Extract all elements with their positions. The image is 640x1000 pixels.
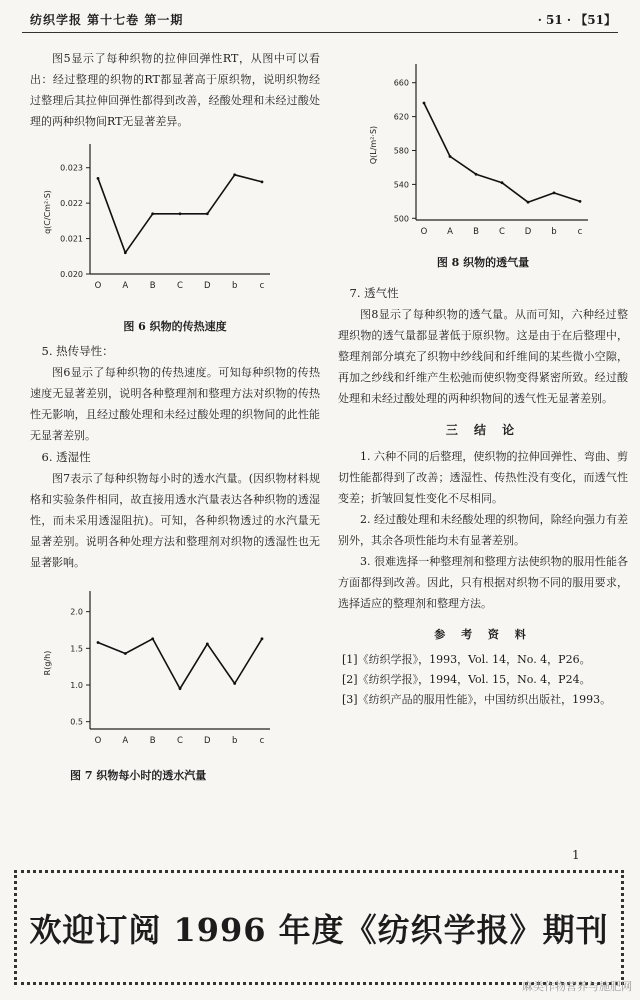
figure-7-chart bbox=[30, 579, 320, 759]
conclusion-2: 2. 经过酸处理和未经酸处理的织物间，除经向强力有差别外，其余各项性能均未有显著差别。 bbox=[338, 513, 628, 547]
y-tick-label: 1.0 bbox=[70, 681, 83, 690]
figure-8-chart bbox=[338, 48, 628, 248]
section-7-title: 7. 透气性 bbox=[349, 286, 399, 300]
section-5-title: 5. 热传导性： bbox=[41, 344, 114, 358]
banner-text: 欢迎订阅 1996 年度《纺织学报》期刊 bbox=[29, 911, 609, 949]
y-tick-label: 500 bbox=[393, 214, 409, 224]
data-point bbox=[527, 201, 530, 204]
series-line bbox=[98, 639, 262, 689]
reference-3: [3]《纺织产品的服用性能》，中国纺织出版社，1993。 bbox=[342, 693, 612, 706]
x-tick-label: b bbox=[231, 281, 238, 291]
section-6-title: 6. 透湿性 bbox=[41, 450, 91, 464]
y-axis-label: R(g/h) bbox=[43, 650, 52, 676]
data-point bbox=[206, 643, 209, 646]
references-heading: 参 考 资 料 bbox=[434, 628, 532, 641]
y-tick-label: 0.020 bbox=[60, 270, 83, 279]
x-tick-label: D bbox=[524, 227, 532, 237]
x-tick-label: c bbox=[259, 281, 265, 291]
section-5-body: 图6显示了每种织物的传热速度。可知每种织物的传热速度无显著差别，说明各种整理剂和整理方法对织物的传热性无影响，且经过酸处理和未经过酸处理的织物间的此性能无显著差别。 bbox=[30, 366, 320, 442]
y-tick-label: 1.5 bbox=[70, 644, 83, 654]
y-axis-label: q(C/Cm²·S) bbox=[43, 190, 52, 234]
y-tick-label: 0.023 bbox=[60, 163, 83, 173]
x-tick-label: D bbox=[204, 281, 211, 291]
data-point bbox=[97, 177, 100, 180]
x-tick-label: c bbox=[577, 227, 583, 237]
left-column bbox=[30, 48, 320, 783]
figure-6-caption: 图 6 织物的传热速度 bbox=[123, 320, 227, 333]
data-point bbox=[423, 102, 426, 105]
x-tick-label: b bbox=[231, 736, 238, 746]
series-line bbox=[424, 103, 580, 202]
data-point bbox=[579, 200, 582, 203]
header-rule bbox=[22, 32, 618, 33]
x-tick-label: A bbox=[447, 227, 453, 237]
figure-6-chart bbox=[30, 132, 320, 312]
footer-mark: 1 bbox=[572, 848, 580, 862]
x-tick-label: C bbox=[177, 736, 183, 746]
conclusion-heading: 三 结 论 bbox=[445, 423, 521, 437]
data-point bbox=[179, 212, 182, 215]
figure-7-caption: 图 7 织物每小时的透水汽量 bbox=[70, 769, 207, 782]
running-header: 纺织学报 第十七卷 第一期 bbox=[30, 13, 184, 27]
conclusion-3: 3. 很难选择一种整理剂和整理方法使织物的服用性能各方面都得到改善。因此，只有根据对织物不同的服用要求，选择适应的整理剂和整理方法。 bbox=[338, 555, 628, 610]
data-point bbox=[97, 641, 100, 644]
x-tick-label: c bbox=[259, 736, 265, 746]
data-point bbox=[261, 180, 264, 183]
x-tick-label: O bbox=[94, 281, 102, 291]
reference-1: [1]《纺织学报》，1993，Vol. 14，No. 4，P26。 bbox=[342, 653, 591, 666]
data-point bbox=[151, 637, 154, 640]
data-point bbox=[261, 637, 264, 640]
x-tick-label: B bbox=[149, 281, 156, 291]
watermark: 麻类作物营养与施肥网 bbox=[522, 980, 632, 993]
x-tick-label: A bbox=[122, 281, 129, 291]
x-tick-label: C bbox=[177, 281, 183, 291]
data-point bbox=[233, 682, 236, 685]
y-tick-label: 0.5 bbox=[70, 717, 83, 727]
x-tick-label: C bbox=[499, 227, 505, 237]
data-point bbox=[475, 173, 478, 176]
y-tick-label: 2.0 bbox=[70, 607, 83, 617]
data-point bbox=[179, 687, 182, 690]
data-point bbox=[124, 251, 127, 254]
data-point bbox=[449, 155, 452, 158]
figure-8-caption: 图 8 织物的透气量 bbox=[436, 256, 530, 269]
x-tick-label: b bbox=[551, 227, 557, 237]
x-tick-label: B bbox=[473, 227, 479, 237]
section-7-body: 图8显示了每种织物的透气量。从而可知，六种经过整理织物的透气量都显著低于原织物。这是由于在后整理中，整理剂部分填充了织物中纱线间和纤维间的某些微小空隙，再加之纱线和纤维产生松弛而使织物变得紧密所致。经过酸处理和未经过酸处理的两种织物间的透气性无显著差别。 bbox=[338, 308, 628, 405]
right-column bbox=[338, 48, 628, 710]
x-tick-label: B bbox=[149, 736, 156, 746]
y-tick-label: 580 bbox=[393, 146, 409, 156]
reference-2: [2]《纺织学报》，1994，Vol. 15，No. 4，P24。 bbox=[342, 673, 591, 686]
subscription-banner bbox=[14, 870, 624, 985]
x-tick-label: D bbox=[204, 736, 211, 746]
data-point bbox=[124, 652, 127, 655]
x-tick-label: O bbox=[420, 227, 428, 237]
section-6-body: 图7表示了每种织物每小时的透水汽量。(因织物材料规格和实验条件相同，故直接用透水汽量表达各种织物的透湿性，而未采用透湿阻抗)。可知，各种织物透过的水汽量无显著差别。说明各种处理方法和整理剂对织物的透湿性也无显著影响。 bbox=[30, 472, 320, 569]
y-tick-label: 660 bbox=[393, 78, 409, 88]
page-number: · 51 · 【51】 bbox=[537, 13, 616, 27]
x-tick-label: O bbox=[94, 736, 102, 746]
data-point bbox=[151, 212, 154, 215]
data-point bbox=[553, 191, 556, 194]
y-axis-label: Q(L/m²·S) bbox=[369, 125, 378, 165]
y-tick-label: 620 bbox=[393, 112, 409, 122]
y-tick-label: 540 bbox=[393, 180, 409, 190]
y-tick-label: 0.022 bbox=[60, 199, 83, 209]
x-tick-label: A bbox=[122, 736, 129, 746]
data-point bbox=[233, 173, 236, 176]
conclusion-1: 1. 六种不同的后整理，使织物的拉伸回弹性、弯曲、剪切性能都得到了改善；透湿性、传热性没有变化，而透气性变差；折皱回复性变化不尽相同。 bbox=[338, 450, 628, 505]
data-point bbox=[206, 212, 209, 215]
intro-paragraph: 图5显示了每种织物的拉伸回弹性RT，从图中可以看出：经过整理的织物的RT都显著高于原织物，说明织物经过整理后其拉伸回弹性都得到改善，经酸处理和未经过酸处理的两种织物间RT无显著差异。 bbox=[30, 52, 320, 128]
y-tick-label: 0.021 bbox=[60, 234, 83, 244]
data-point bbox=[501, 181, 504, 184]
